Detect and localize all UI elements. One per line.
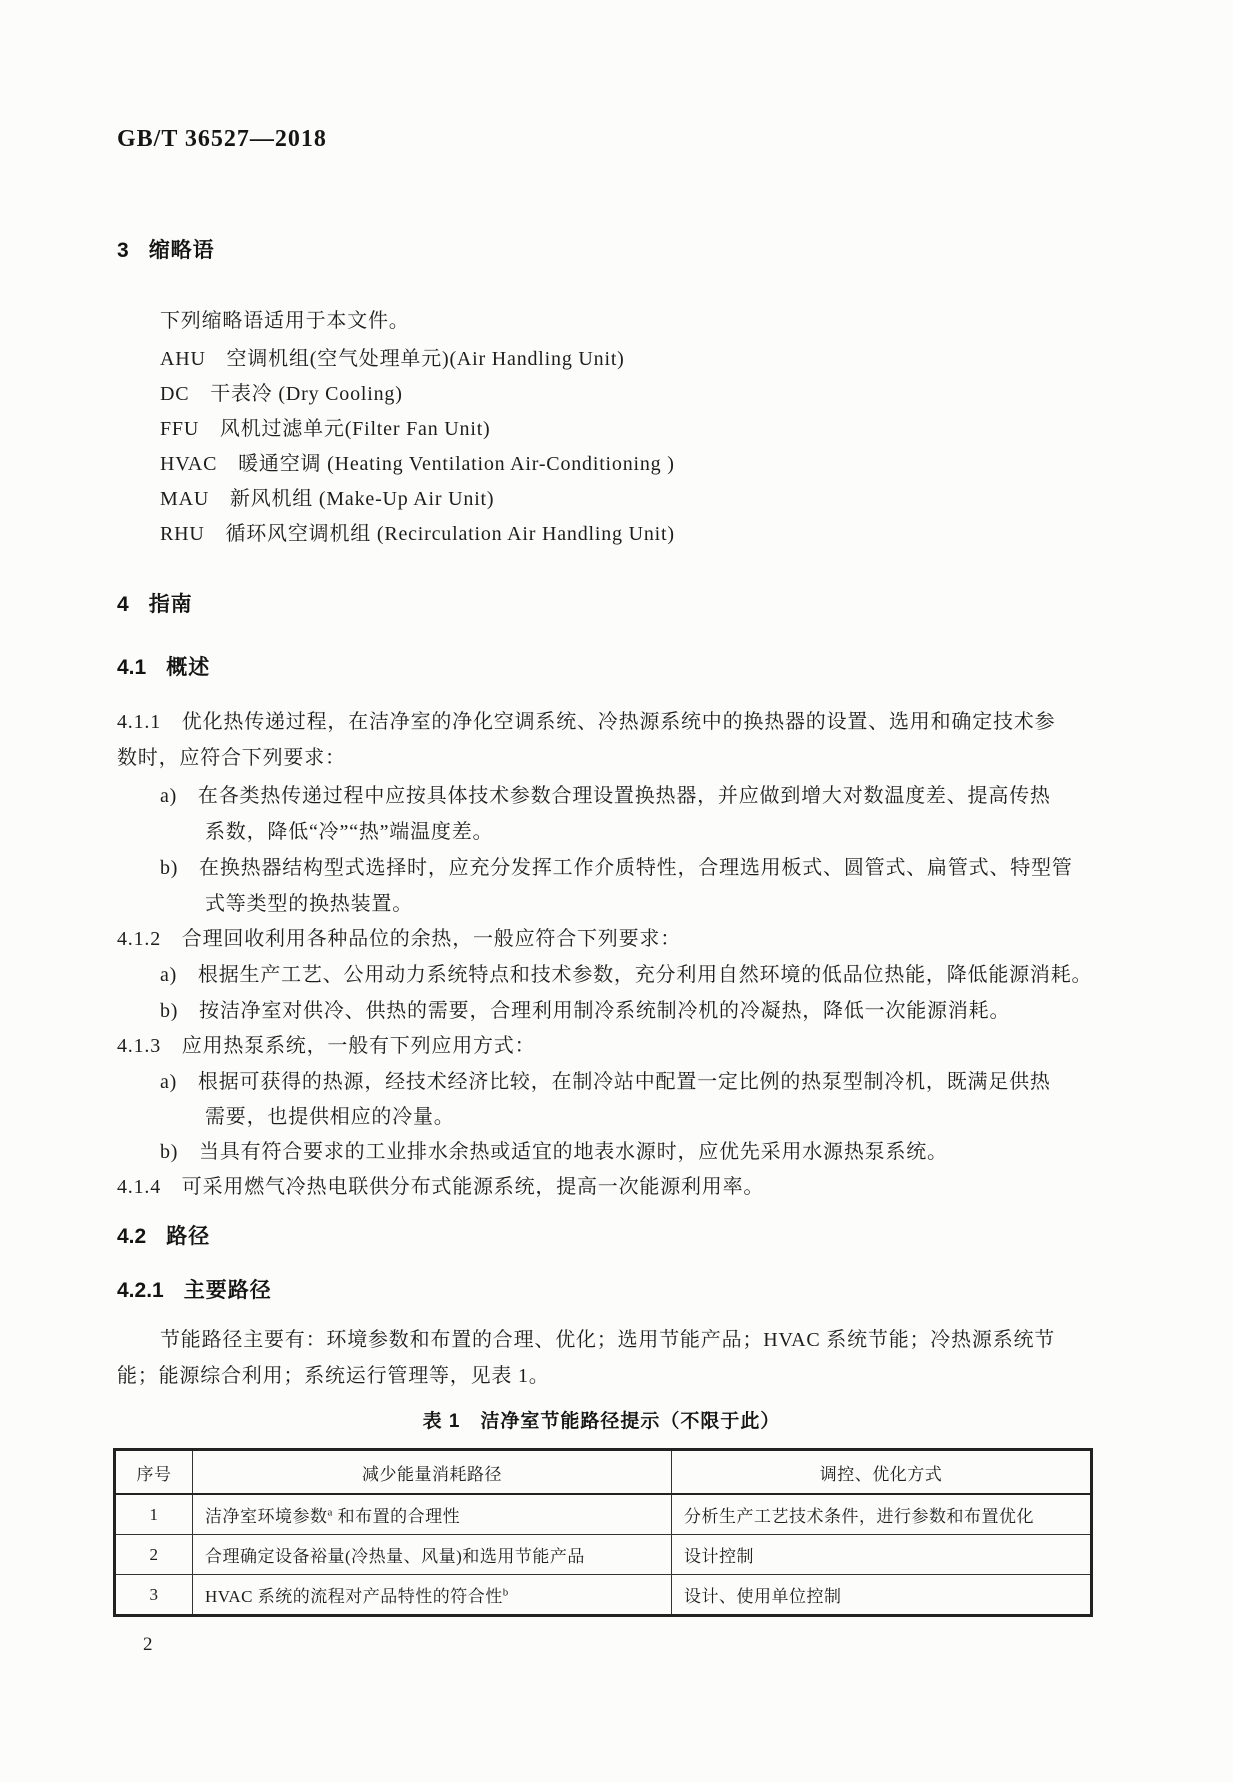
table-row [115, 1494, 1092, 1535]
table-row [115, 1535, 1092, 1575]
section-title: 概述 [166, 656, 211, 679]
column-header-no: 序号 [115, 1450, 193, 1495]
paragraph-line: 能；能源综合利用；系统运行管理等，见表 1。 [117, 1365, 550, 1387]
footnote-ref: a [327, 1506, 333, 1519]
cell-path [193, 1535, 672, 1575]
abbr-definition: 循环风空调机组 (Recirculation Air Handling Unit) [225, 523, 675, 545]
cell-method: 分析生产工艺技术条件，进行参数和布置优化 [672, 1494, 1092, 1535]
cell-path [193, 1494, 672, 1535]
table-caption: 表 1 洁净室节能路径提示（不限于此） [422, 1411, 781, 1432]
list-item-line: 需要，也提供相应的冷量。 [205, 1106, 455, 1128]
section-heading-4-2 [117, 1220, 210, 1250]
cell-no: 1 [115, 1494, 193, 1535]
section-title: 指南 [148, 593, 193, 616]
column-header-path: 减少能量消耗路径 [193, 1450, 672, 1495]
abbr-code: FFU [160, 418, 200, 440]
table-header-row [115, 1450, 1092, 1495]
abbr-item [160, 342, 625, 371]
list-item-line: a) 在各类热传递过程中应按具体技术参数合理设置换热器，并应做到增大对数温度差、提高传热 [160, 785, 1051, 807]
paragraph-line: 节能路径主要有：环境参数和布置的合理、优化；选用节能产品；HVAC 系统节能；冷热源系统节 [160, 1329, 1056, 1351]
cell-path-rest: 和布置的合理性 [332, 1507, 461, 1526]
section-heading-4 [117, 588, 193, 618]
cell-method: 设计控制 [672, 1535, 1092, 1575]
section-number: 4.2 [117, 1225, 147, 1248]
section-number: 4.2.1 [117, 1279, 164, 1302]
column-header-method: 调控、优化方式 [672, 1450, 1092, 1495]
abbr-code: DC [160, 383, 190, 405]
clause-line: 4.1.2 合理回收利用各种品位的余热，一般应符合下列要求： [117, 928, 681, 950]
abbr-code: HVAC [160, 453, 218, 475]
section-heading-4-2-1 [117, 1274, 272, 1304]
abbr-item [160, 447, 675, 476]
abbr-item [160, 412, 491, 441]
cell-no: 2 [115, 1535, 193, 1575]
section-title: 路径 [166, 1225, 211, 1248]
list-item-line: 系数，降低“冷”“热”端温度差。 [205, 821, 494, 843]
cell-path-text: 洁净室环境参数 [205, 1507, 328, 1526]
abbr-code: RHU [160, 523, 205, 545]
cell-no: 3 [115, 1575, 193, 1616]
clause-line: 数时，应符合下列要求： [117, 747, 346, 769]
standard-code: GB/T 36527—2018 [117, 126, 327, 152]
list-item-line: b) 在换热器结构型式选择时，应充分发挥工作介质特性，合理选用板式、圆管式、扁管式、特型管 [160, 857, 1073, 879]
list-item-line: b) 当具有符合要求的工业排水余热或适宜的地表水源时，应优先采用水源热泵系统。 [160, 1141, 948, 1163]
page-number: 2 [143, 1634, 153, 1655]
cell-path-text: 合理确定设备裕量(冷热量、风量)和选用节能产品 [205, 1547, 585, 1566]
energy-saving-paths-table [113, 1448, 1093, 1617]
section-heading-3 [117, 234, 215, 264]
list-item-line: 式等类型的换热装置。 [205, 893, 413, 915]
abbr-definition: 风机过滤单元(Filter Fan Unit) [219, 418, 491, 440]
cell-path [193, 1575, 672, 1616]
clause-line: 4.1.3 应用热泵系统，一般有下列应用方式： [117, 1035, 536, 1057]
cell-path-text: HVAC 系统的流程对产品特性的符合性 [205, 1587, 503, 1606]
section-number: 4 [117, 593, 129, 616]
abbr-item [160, 377, 403, 406]
abbr-definition: 新风机组 (Make-Up Air Unit) [229, 488, 495, 510]
abbr-item [160, 482, 494, 511]
abbr-intro: 下列缩略语适用于本文件。 [160, 310, 410, 332]
abbr-definition: 干表冷 (Dry Cooling) [210, 383, 403, 405]
clause-line: 4.1.4 可采用燃气冷热电联供分布式能源系统，提高一次能源利用率。 [117, 1176, 765, 1198]
section-number: 3 [117, 239, 129, 262]
list-item-line: a) 根据可获得的热源，经技术经济比较，在制冷站中配置一定比例的热泵型制冷机，既满足供热 [160, 1071, 1051, 1093]
abbr-code: AHU [160, 348, 206, 370]
list-item-line: b) 按洁净室对供冷、供热的需要，合理利用制冷系统制冷机的冷凝热，降低一次能源消耗。 [160, 1000, 1011, 1022]
list-item-line: a) 根据生产工艺、公用动力系统特点和技术参数，充分利用自然环境的低品位热能，降低能源消耗。 [160, 964, 1093, 986]
abbr-item [160, 517, 675, 546]
section-heading-4-1 [117, 651, 210, 681]
abbr-code: MAU [160, 488, 210, 510]
footnote-ref: b [502, 1586, 509, 1599]
clause-line: 4.1.1 优化热传递过程，在洁净室的净化空调系统、冷热源系统中的换热器的设置、选用和确定技术参 [117, 711, 1056, 733]
cell-method: 设计、使用单位控制 [672, 1575, 1092, 1616]
table-row [115, 1575, 1092, 1616]
section-title: 主要路径 [183, 1279, 272, 1302]
abbr-definition: 暖通空调 (Heating Ventilation Air-Conditioning ) [238, 453, 675, 475]
section-number: 4.1 [117, 656, 147, 679]
section-title: 缩略语 [148, 239, 215, 262]
abbr-definition: 空调机组(空气处理单元)(Air Handling Unit) [226, 348, 625, 370]
